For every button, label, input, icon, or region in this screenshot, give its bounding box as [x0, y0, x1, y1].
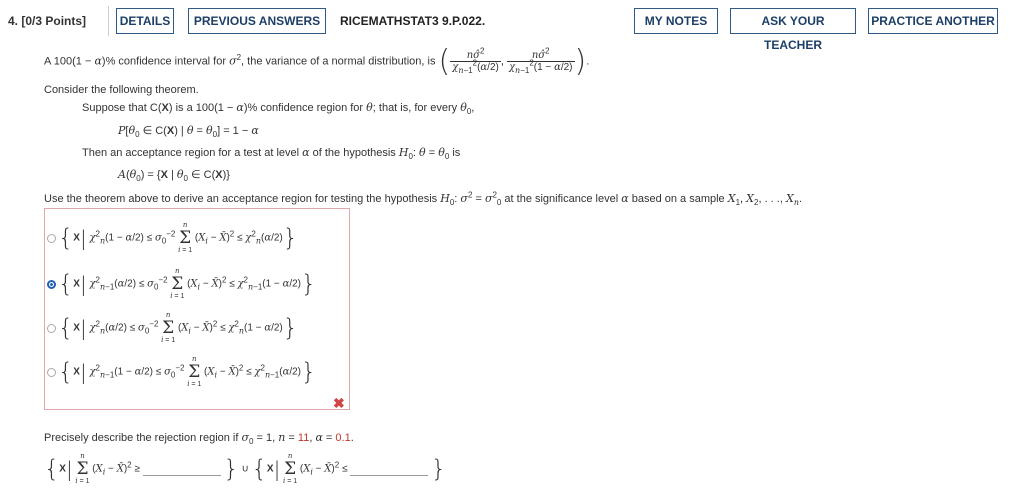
then-mid: of the hypothesis [309, 147, 399, 159]
use-prefix: Use the theorem above to derive an acceptance region for testing the hypothesis [44, 193, 441, 205]
use-suffix: based on a sample [628, 193, 728, 205]
incorrect-x-icon: ✖ [333, 395, 345, 411]
suppose-end: ; that is, for every [372, 102, 461, 114]
sum-symbol: n Σ i = 1 [170, 267, 185, 300]
lower-rejection-input[interactable] [143, 462, 221, 476]
then-end: is [449, 147, 461, 159]
sigma-value: 1 [266, 432, 273, 444]
option-b[interactable]: {X| $\chi^2_{n-1}(\alpha/2) \le \sigma_0^{-2}$ n Σ i = 1 ($X_i$ − X̄)$^2$ ≤ $\chi^2_{n-1}(1 - \alpha/2)$} [47, 269, 316, 299]
question-header [0, 0, 1024, 52]
n-value: 11 [297, 432, 310, 444]
sum-symbol: n Σ i = 1 [178, 221, 193, 254]
intro-suffix: , the variance of a normal distribution, is [241, 55, 436, 68]
theorem-suppose: Suppose that C(X) is a 100(1 − α)% confidence region for θ; that is, for every $\theta_0$, [82, 101, 475, 117]
theorem-probability: $P[\theta_0$ ∈ C(X) | $\theta = \theta_0] = 1 - \alpha$ [118, 124, 259, 140]
rejection-question: Precisely describe the rejection region if $\sigma_0 = 1$, n = 11, α = 0.1. [44, 431, 354, 447]
alpha-value: 0.1 [335, 432, 351, 444]
then-prefix: Then an acceptance region for a test at level [82, 147, 303, 159]
option-d[interactable]: {X| $\chi^2_{n-1}(1 - \alpha/2) \le \sigma_0^{-2}$ n Σ i = 1 ($X_i$ − X̄)$^2$ ≤ $\chi^2_{n-1}(\alpha/2)$} [47, 357, 316, 387]
theorem-acceptance: $A(\theta_0) = \{X$ | $\theta_0$ ∈ C(X)} [118, 168, 230, 184]
option-a[interactable]: {X| $\chi^2_n(1 - \alpha/2) \le \sigma_0^{-2}$ n Σ i = 1 ($X_i$ − X̄)$^2$ ≤ $\chi^2_n(\alpha/2)$} [47, 223, 298, 253]
sum-symbol: n Σ i = 1 [187, 355, 202, 388]
sum-symbol: n Σ i = 1 [75, 452, 90, 485]
practice-another-button[interactable]: PRACTICE ANOTHER [868, 8, 998, 34]
rejection-region-expression: {X| n Σ i = 1 ($X_i$ − X̄)$^2$ ≥ } ∪ {X| n Σ i = 1 ($X_i$ − X̄)$^2$ ≤ } [44, 452, 447, 485]
consider-text: Consider the following theorem. [44, 84, 199, 96]
upper-rejection-input[interactable] [350, 462, 428, 476]
suppose-prefix: Suppose that C( [82, 102, 162, 114]
details-button[interactable]: DETAILS [116, 8, 174, 34]
precisely-prefix: Precisely describe the rejection region if [44, 432, 242, 444]
ci-upper-fraction: $\frac{n\sigmâ^2}{\chi_{n-1}^2(1 - \alpha/2)}$ [508, 46, 573, 75]
option-c[interactable]: {X| $\chi^2_n(\alpha/2) \le \sigma_0^{-2}$ n Σ i = 1 ($X_i$ − X̄)$^2$ ≤ $\chi^2_n(1 - \alpha/2)$} [47, 313, 298, 343]
question-number: 4. [0/3 Points] [8, 14, 87, 28]
radio-option-c[interactable] [47, 324, 56, 333]
sum-symbol: n Σ i = 1 [161, 311, 176, 344]
my-notes-button[interactable]: MY NOTES [634, 8, 718, 34]
question-id: RICEMATHSTAT3 9.P.022. [340, 14, 486, 28]
use-mid: at the significance level [501, 193, 622, 205]
radio-option-a[interactable] [47, 234, 56, 243]
answer-choices [44, 208, 350, 410]
suppose-mid: ) is a 100(1 − [168, 102, 237, 114]
sum-symbol: n Σ i = 1 [283, 452, 298, 485]
radio-option-d[interactable] [47, 368, 56, 377]
use-theorem-text: Use the theorem above to derive an acceptance region for testing the hypothesis $H_0$: $\sigma^2 = \sigma^2_0$ at the significance level α based on a sample $X_1$, $X_2$, . . ., $X_n$. [44, 190, 803, 208]
suppose-suffix: )% confidence region for [243, 102, 367, 114]
theorem-then: Then an acceptance region for a test at level α of the hypothesis $H_0$: $\theta = \theta_0$ is [82, 146, 461, 162]
intro-text: A 100(1 − α)% confidence interval for $\sigma^2$, the variance of a normal distribution, is ( $\frac{n\sigmâ^2}{\chi_{n-1}^2(\alpha/2)}$ , $\frac{n\sigmâ^2}{\chi_{n-1}^2(1 - \alpha/2)}$ ). [44, 44, 590, 79]
intro-mid: )% confidence interval for [101, 55, 230, 68]
header-divider [108, 6, 109, 36]
intro-prefix: A 100(1 − [44, 55, 95, 68]
radio-option-b-selected[interactable] [47, 280, 56, 289]
ci-lower-fraction: $\frac{n\sigmâ^2}{\chi_{n-1}^2(\alpha/2)}$ [452, 46, 499, 75]
ask-your-teacher-button[interactable]: ASK YOUR TEACHER [730, 8, 856, 34]
previous-answers-button[interactable]: PREVIOUS ANSWERS [188, 8, 326, 34]
